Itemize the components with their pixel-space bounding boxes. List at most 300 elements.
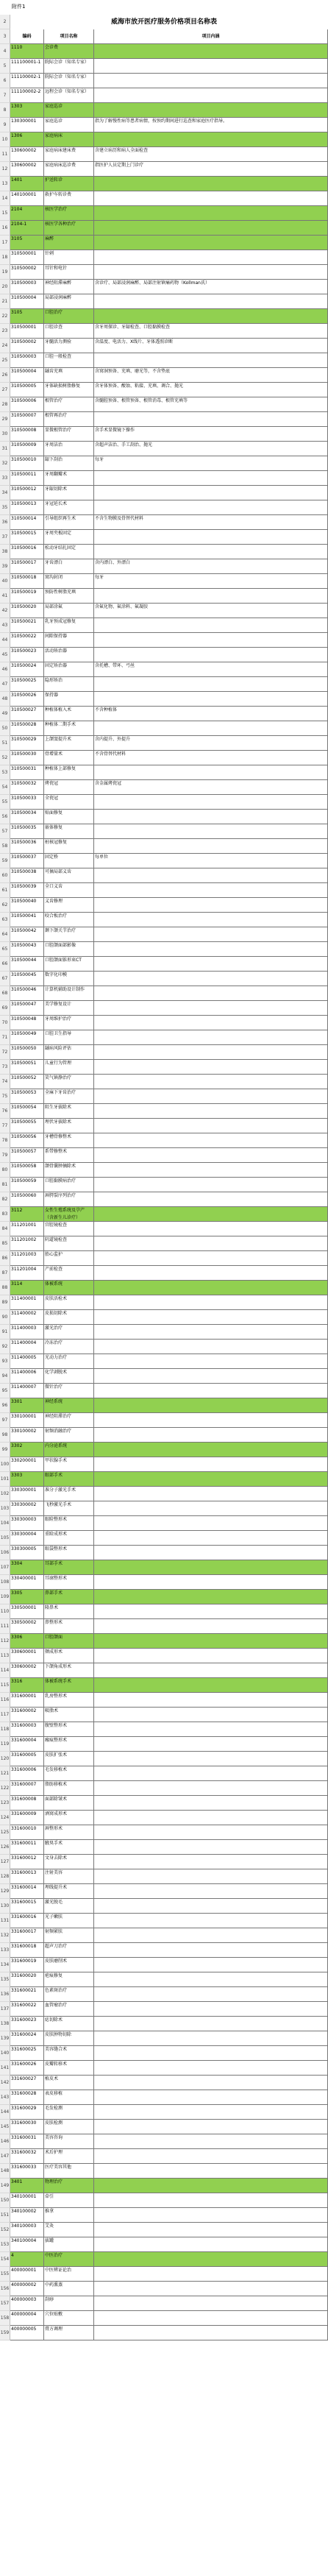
row-number: 130 [0, 1899, 10, 1914]
row-number: 149 [0, 2179, 10, 2193]
table-row [0, 2090, 328, 2105]
row-number: 112 [0, 1634, 10, 1649]
cell-content [94, 1001, 328, 1016]
table-row [0, 1001, 328, 1016]
cell-content [94, 1987, 328, 2002]
row-number: 48 [0, 692, 10, 707]
cell-content [94, 1516, 328, 1531]
table-row [0, 2031, 328, 2046]
row-number: 134 [0, 1958, 10, 1972]
row-number: 106 [0, 1546, 10, 1560]
row-number: 120 [0, 1752, 10, 1766]
cell-code: 331600006 [10, 1766, 44, 1781]
cell-content [94, 1222, 328, 1236]
header-row [0, 29, 328, 44]
cell-name: 眼袋整形术 [44, 1546, 94, 1560]
cell-content [94, 1796, 328, 1811]
cell-name: 局部涂氟 [44, 604, 94, 618]
table-row [0, 2296, 328, 2311]
cell-content: 含温度、电活力、X线片、牙体透照诊断 [94, 339, 328, 353]
cell-code: 310500033 [10, 795, 44, 810]
cell-name: 牙槽骨修整术 [44, 1133, 94, 1148]
cell-code: 2104 [10, 206, 44, 221]
cell-name: 种植体二期手术 [44, 721, 94, 736]
row-number: 58 [0, 839, 10, 854]
cell-name: 家庭巡诊 [44, 103, 94, 118]
table-row [0, 1016, 328, 1030]
cell-code: 310500050 [10, 1045, 44, 1060]
row-number: 98 [0, 1428, 10, 1443]
cell-name: 救护车转诊费 [44, 191, 94, 206]
cell-code: 330300003 [10, 1516, 44, 1531]
cell-code: 310500005 [10, 383, 44, 397]
table-row [0, 294, 328, 309]
cell-code: 310500032 [10, 780, 44, 795]
table-row [0, 1163, 328, 1178]
table-row [0, 2164, 328, 2179]
cell-name: 针刺 [44, 250, 94, 265]
row-number: 66 [0, 957, 10, 972]
cell-name: 引导组织再生术 [44, 515, 94, 530]
cell-name: 激光治疗 [44, 1325, 94, 1340]
row-number: 37 [0, 530, 10, 545]
cell-name: 下颌角成形术 [44, 1663, 94, 1678]
cell-name: 眼睑整形术 [44, 1516, 94, 1531]
cell-content: 含手术显微镜下操作 [94, 427, 328, 442]
cell-content [94, 589, 328, 604]
cell-content [94, 250, 328, 265]
table-row [0, 368, 328, 383]
row-number: 49 [0, 707, 10, 721]
cell-code: 140100001 [10, 191, 44, 206]
cell-content [94, 765, 328, 780]
cell-code: 400000005 [10, 2326, 44, 2340]
cell-name: 龋病风险评估 [44, 1045, 94, 1060]
cell-code: 310500008 [10, 427, 44, 442]
row-number: 144 [0, 2105, 10, 2120]
cell-content [94, 633, 328, 648]
cell-code: 310500003 [10, 353, 44, 368]
row-number: 86 [0, 1251, 10, 1266]
cell-name: 皮肤磨削术 [44, 1958, 94, 1972]
cell-content [94, 1972, 328, 1987]
cell-code: 310500038 [10, 868, 44, 883]
row-number: 148 [0, 2164, 10, 2179]
cell-name: 埋伏牙拔除术 [44, 1119, 94, 1133]
cell-content: 含内提升、外提升 [94, 736, 328, 751]
cell-name: 膏方调理 [44, 2326, 94, 2340]
cell-name: 固定桥 [44, 854, 94, 868]
cell-content [94, 59, 328, 74]
cell-name: 刮痧 [44, 2296, 94, 2311]
cell-content [94, 2282, 328, 2296]
cell-code: 331600007 [10, 1781, 44, 1796]
row-number: 157 [0, 2296, 10, 2311]
cell-name: 中药熏蒸 [44, 2282, 94, 2296]
row-number: 114 [0, 1663, 10, 1678]
cell-name: 口腔卫生指导 [44, 1030, 94, 1045]
cell-content [94, 1413, 328, 1428]
cell-content [94, 2193, 328, 2208]
cell-code: 310500059 [10, 1178, 44, 1192]
table-row [0, 1457, 328, 1472]
table-row [0, 2105, 328, 2120]
cell-code: 331600008 [10, 1796, 44, 1811]
row-number: 14 [0, 191, 10, 206]
cell-content [94, 648, 328, 662]
cell-name: 颏成形术 [44, 1649, 94, 1663]
cell-name: 阻生牙拔除术 [44, 1104, 94, 1119]
cell-code: 3302 [10, 1443, 44, 1457]
cell-name: 骨增量术 [44, 751, 94, 765]
cell-code: 310500041 [10, 913, 44, 927]
table-row [0, 1104, 328, 1119]
cell-name: 牙周洁治 [44, 442, 94, 456]
row-number: 101 [0, 1472, 10, 1487]
row-number: 118 [0, 1722, 10, 1737]
table-row [0, 486, 328, 500]
cell-code: 330600002 [10, 1663, 44, 1678]
table-row [0, 2149, 328, 2164]
cell-content [94, 1958, 328, 1972]
cell-name: 嵌体修复 [44, 824, 94, 839]
table-row [0, 1295, 328, 1310]
table-row [0, 1781, 328, 1796]
row-number: 7 [0, 88, 10, 103]
cell-content [94, 191, 328, 206]
row-number: 59 [0, 854, 10, 868]
cell-content: 不含生物膜及骨替代材料 [94, 515, 328, 530]
row-number: 62 [0, 898, 10, 913]
cell-code: 330200001 [10, 1457, 44, 1472]
table-row [0, 103, 328, 118]
row-number: 123 [0, 1796, 10, 1811]
cell-name: 化学剥脱术 [44, 1369, 94, 1384]
cell-code: 330100001 [10, 1413, 44, 1428]
cell-code: 310500042 [10, 927, 44, 942]
row-number: 39 [0, 559, 10, 574]
cell-code: 311201001 [10, 1222, 44, 1236]
table-row [0, 2252, 328, 2267]
table-row [0, 1060, 328, 1075]
row-number: 135 [0, 1972, 10, 1987]
table-row [0, 1340, 328, 1354]
cell-code: 310500001 [10, 324, 44, 339]
cell-name: 牙齿漂白 [44, 559, 94, 574]
row-number: 150 [0, 2193, 10, 2208]
table-row [0, 1369, 328, 1384]
cell-content [94, 721, 328, 736]
cell-name: 会诊费 [44, 44, 94, 59]
cell-code: 310500057 [10, 1148, 44, 1163]
row-number: 105 [0, 1531, 10, 1546]
page-title: 威海市放开医疗服务价格项目名称表 [110, 18, 217, 26]
table-row [0, 2282, 328, 2296]
table-row [0, 765, 328, 780]
cell-name: 体被系统手术 [44, 1678, 94, 1693]
cell-name: 激光脱毛 [44, 1899, 94, 1914]
row-number: 102 [0, 1487, 10, 1501]
cell-content [94, 2179, 328, 2193]
cell-code: 310500035 [10, 824, 44, 839]
cell-content [94, 1236, 328, 1251]
table-row [0, 2120, 328, 2134]
table-row [0, 132, 328, 147]
cell-content [94, 2208, 328, 2223]
cell-code: 2104-1 [10, 221, 44, 236]
cell-content [94, 74, 328, 88]
cell-name: 准分子激光手术 [44, 1487, 94, 1501]
cell-name: 桩核冠修复 [44, 839, 94, 854]
cell-code: 331600001 [10, 1693, 44, 1708]
cell-name: 神经阻滞治疗 [44, 1413, 94, 1428]
cell-code: 311400003 [10, 1325, 44, 1340]
cell-name: 神经系统 [44, 1398, 94, 1413]
row-number: 70 [0, 1016, 10, 1030]
cell-name: 耳针和电针 [44, 265, 94, 280]
row-number: 125 [0, 1825, 10, 1840]
cell-name: 美容咨询 [44, 2134, 94, 2149]
row-number: 140 [0, 2046, 10, 2061]
cell-content [94, 2149, 328, 2164]
cell-code: 310500006 [10, 397, 44, 412]
cell-name: 根管治疗 [44, 397, 94, 412]
cell-content: 不含种植体 [94, 707, 328, 721]
cell-code: 310500018 [10, 574, 44, 589]
table-row [0, 1737, 328, 1752]
table-row [0, 1443, 328, 1457]
table-row [0, 824, 328, 839]
cell-content [94, 2061, 328, 2076]
table-row [0, 1281, 328, 1295]
row-number: 52 [0, 751, 10, 765]
cell-content [94, 1089, 328, 1104]
table-row [0, 471, 328, 486]
table-row [0, 162, 328, 177]
cell-name: 口腔颌面锥形束CT [44, 957, 94, 972]
cell-name: 保持器 [44, 692, 94, 707]
row-number: 31 [0, 442, 10, 456]
row-number: 18 [0, 250, 10, 265]
row-number: 2 [0, 15, 10, 29]
row-number: 46 [0, 662, 10, 677]
table-row [0, 2046, 328, 2061]
cell-content [94, 2002, 328, 2017]
cell-code: 310500007 [10, 412, 44, 427]
cell-code: 331600019 [10, 1958, 44, 1972]
cell-content: 含氟化物、氟涂料、氟凝胶 [94, 604, 328, 618]
table-row [0, 618, 328, 633]
cell-name: 皮损切除术 [44, 1310, 94, 1325]
cell-code: 330300001 [10, 1487, 44, 1501]
cell-name: 脂肪移植术 [44, 1781, 94, 1796]
cell-code: 310500060 [10, 1192, 44, 1207]
cell-code: 340100003 [10, 2223, 44, 2237]
cell-code: 3316 [10, 1678, 44, 1693]
table-row [0, 1089, 328, 1104]
row-number: 139 [0, 2031, 10, 2046]
table-row [0, 383, 328, 397]
table-row [0, 1516, 328, 1531]
table-row [0, 736, 328, 751]
cell-content [94, 1737, 328, 1752]
table-row [0, 1487, 328, 1501]
row-number: 23 [0, 324, 10, 339]
cell-code: 311201003 [10, 1251, 44, 1266]
cell-name: 文身去除术 [44, 1855, 94, 1869]
row-number: 69 [0, 1001, 10, 1016]
table-row [0, 324, 328, 339]
cell-code: 331600030 [10, 2120, 44, 2134]
cell-content [94, 1192, 328, 1207]
row-number: 80 [0, 1163, 10, 1178]
cell-name: 口腔一般检查 [44, 353, 94, 368]
cell-name: 体被系统 [44, 1281, 94, 1295]
cell-content [94, 1325, 328, 1340]
table-row [0, 221, 328, 236]
cell-content [94, 1428, 328, 1443]
cell-code: 331600013 [10, 1869, 44, 1884]
row-number: 158 [0, 2311, 10, 2326]
cell-name: 酒窝成形术 [44, 1811, 94, 1825]
cell-name: 耳部手术 [44, 1560, 94, 1575]
cell-name: 皮肤检测 [44, 2120, 94, 2134]
cell-code: 330300005 [10, 1546, 44, 1560]
table-row [0, 986, 328, 1001]
cell-content [94, 986, 328, 1001]
cell-content [94, 1855, 328, 1869]
cell-name: 预防性树脂充填 [44, 589, 94, 604]
cell-code: 331600010 [10, 1825, 44, 1840]
table-row [0, 1266, 328, 1281]
table-row [0, 118, 328, 132]
cell-name: 女性生殖系统及孕产（含新生儿诊疗） [44, 1207, 94, 1222]
cell-code: 330600001 [10, 1649, 44, 1663]
table-row [0, 515, 328, 530]
table-row [0, 1649, 328, 1663]
cell-content [94, 1472, 328, 1487]
cell-content: 指医护人员定期上门诊疗 [94, 162, 328, 177]
cell-name: 义齿修理 [44, 898, 94, 913]
table-row [0, 1178, 328, 1192]
cell-code: 310500021 [10, 618, 44, 633]
cell-content [94, 1075, 328, 1089]
cell-content [94, 1398, 328, 1413]
table-row [0, 1398, 328, 1413]
cell-code: 310500003 [10, 280, 44, 294]
cell-code: 310500002 [10, 265, 44, 280]
row-number: 20 [0, 280, 10, 294]
cell-content [94, 1178, 328, 1192]
cell-code: 310500027 [10, 707, 44, 721]
table-row [0, 1546, 328, 1560]
cell-content [94, 1884, 328, 1899]
table-row [0, 677, 328, 692]
cell-code: 310500055 [10, 1119, 44, 1133]
table-row [0, 1811, 328, 1825]
attachment-label: 附件1 [12, 4, 26, 10]
cell-name: 龋齿充填 [44, 368, 94, 383]
row-number: 54 [0, 780, 10, 795]
cell-code: 1110 [10, 44, 44, 59]
row-number: 17 [0, 236, 10, 250]
cell-code: 310500024 [10, 662, 44, 677]
table-row [0, 1899, 328, 1914]
row-number: 65 [0, 942, 10, 957]
cell-name: 活动矫治器 [44, 648, 94, 662]
cell-code: 3306 [10, 1634, 44, 1649]
cell-content [94, 1928, 328, 1943]
cell-content [94, 2105, 328, 2120]
cell-name: 家庭病床 [44, 132, 94, 147]
row-number: 9 [0, 118, 10, 132]
table-row [0, 427, 328, 442]
cell-name: 产前检查 [44, 1266, 94, 1281]
cell-code: 400000001 [10, 2267, 44, 2282]
cell-name: 口腔颌面 [44, 1634, 94, 1649]
cell-content [94, 810, 328, 824]
cell-content: 含牙周探诊、牙龈检查、口腔黏膜检查 [94, 324, 328, 339]
row-number: 156 [0, 2282, 10, 2296]
table-row [0, 206, 328, 221]
table-row [0, 1428, 328, 1443]
row-number: 122 [0, 1781, 10, 1796]
row-number: 71 [0, 1030, 10, 1045]
table-row [0, 1236, 328, 1251]
cell-name: 鼻部手术 [44, 1590, 94, 1604]
cell-code: 310500012 [10, 486, 44, 500]
cell-content: 指为了解慢性病等患者病情，按预约期间进行巡查和家庭医疗指导。 [94, 118, 328, 132]
table-row [0, 500, 328, 515]
cell-content [94, 1443, 328, 1457]
cell-code: 311400005 [10, 1354, 44, 1369]
cell-name: 家庭巡诊 [44, 118, 94, 132]
cell-name: 美容缝合术 [44, 2046, 94, 2061]
row-number: 155 [0, 2267, 10, 2282]
cell-content [94, 957, 328, 972]
cell-content [94, 1825, 328, 1840]
cell-content [94, 1295, 328, 1310]
cell-code: 310500052 [10, 1075, 44, 1089]
row-number: 79 [0, 1148, 10, 1163]
cell-code: 3305 [10, 1590, 44, 1604]
table-row [0, 662, 328, 677]
table-row [0, 2237, 328, 2252]
cell-code: 310500048 [10, 1016, 44, 1030]
cell-code: 400000002 [10, 2282, 44, 2296]
table-row [0, 1958, 328, 1972]
cell-code: 3112 [10, 1207, 44, 1222]
row-number: 88 [0, 1281, 10, 1295]
cell-content [94, 2267, 328, 2282]
cell-name: 中医治疗 [44, 2252, 94, 2267]
table-row [0, 1501, 328, 1516]
cell-name: 数字化印模 [44, 972, 94, 986]
cell-name: 瘢痕整形术 [44, 1737, 94, 1752]
table-row [0, 751, 328, 765]
cell-name: 穴位贴敷 [44, 2311, 94, 2326]
cell-code: 340100001 [10, 2193, 44, 2208]
cell-code: 310500015 [10, 530, 44, 545]
cell-content [94, 2046, 328, 2061]
cell-name: 家庭病床巡诊费 [44, 162, 94, 177]
table-row [0, 236, 328, 250]
cell-code: 331600020 [10, 1972, 44, 1987]
row-number: 89 [0, 1295, 10, 1310]
cell-name: 表皮移植 [44, 2090, 94, 2105]
row-number: 73 [0, 1060, 10, 1075]
table-row [0, 898, 328, 913]
